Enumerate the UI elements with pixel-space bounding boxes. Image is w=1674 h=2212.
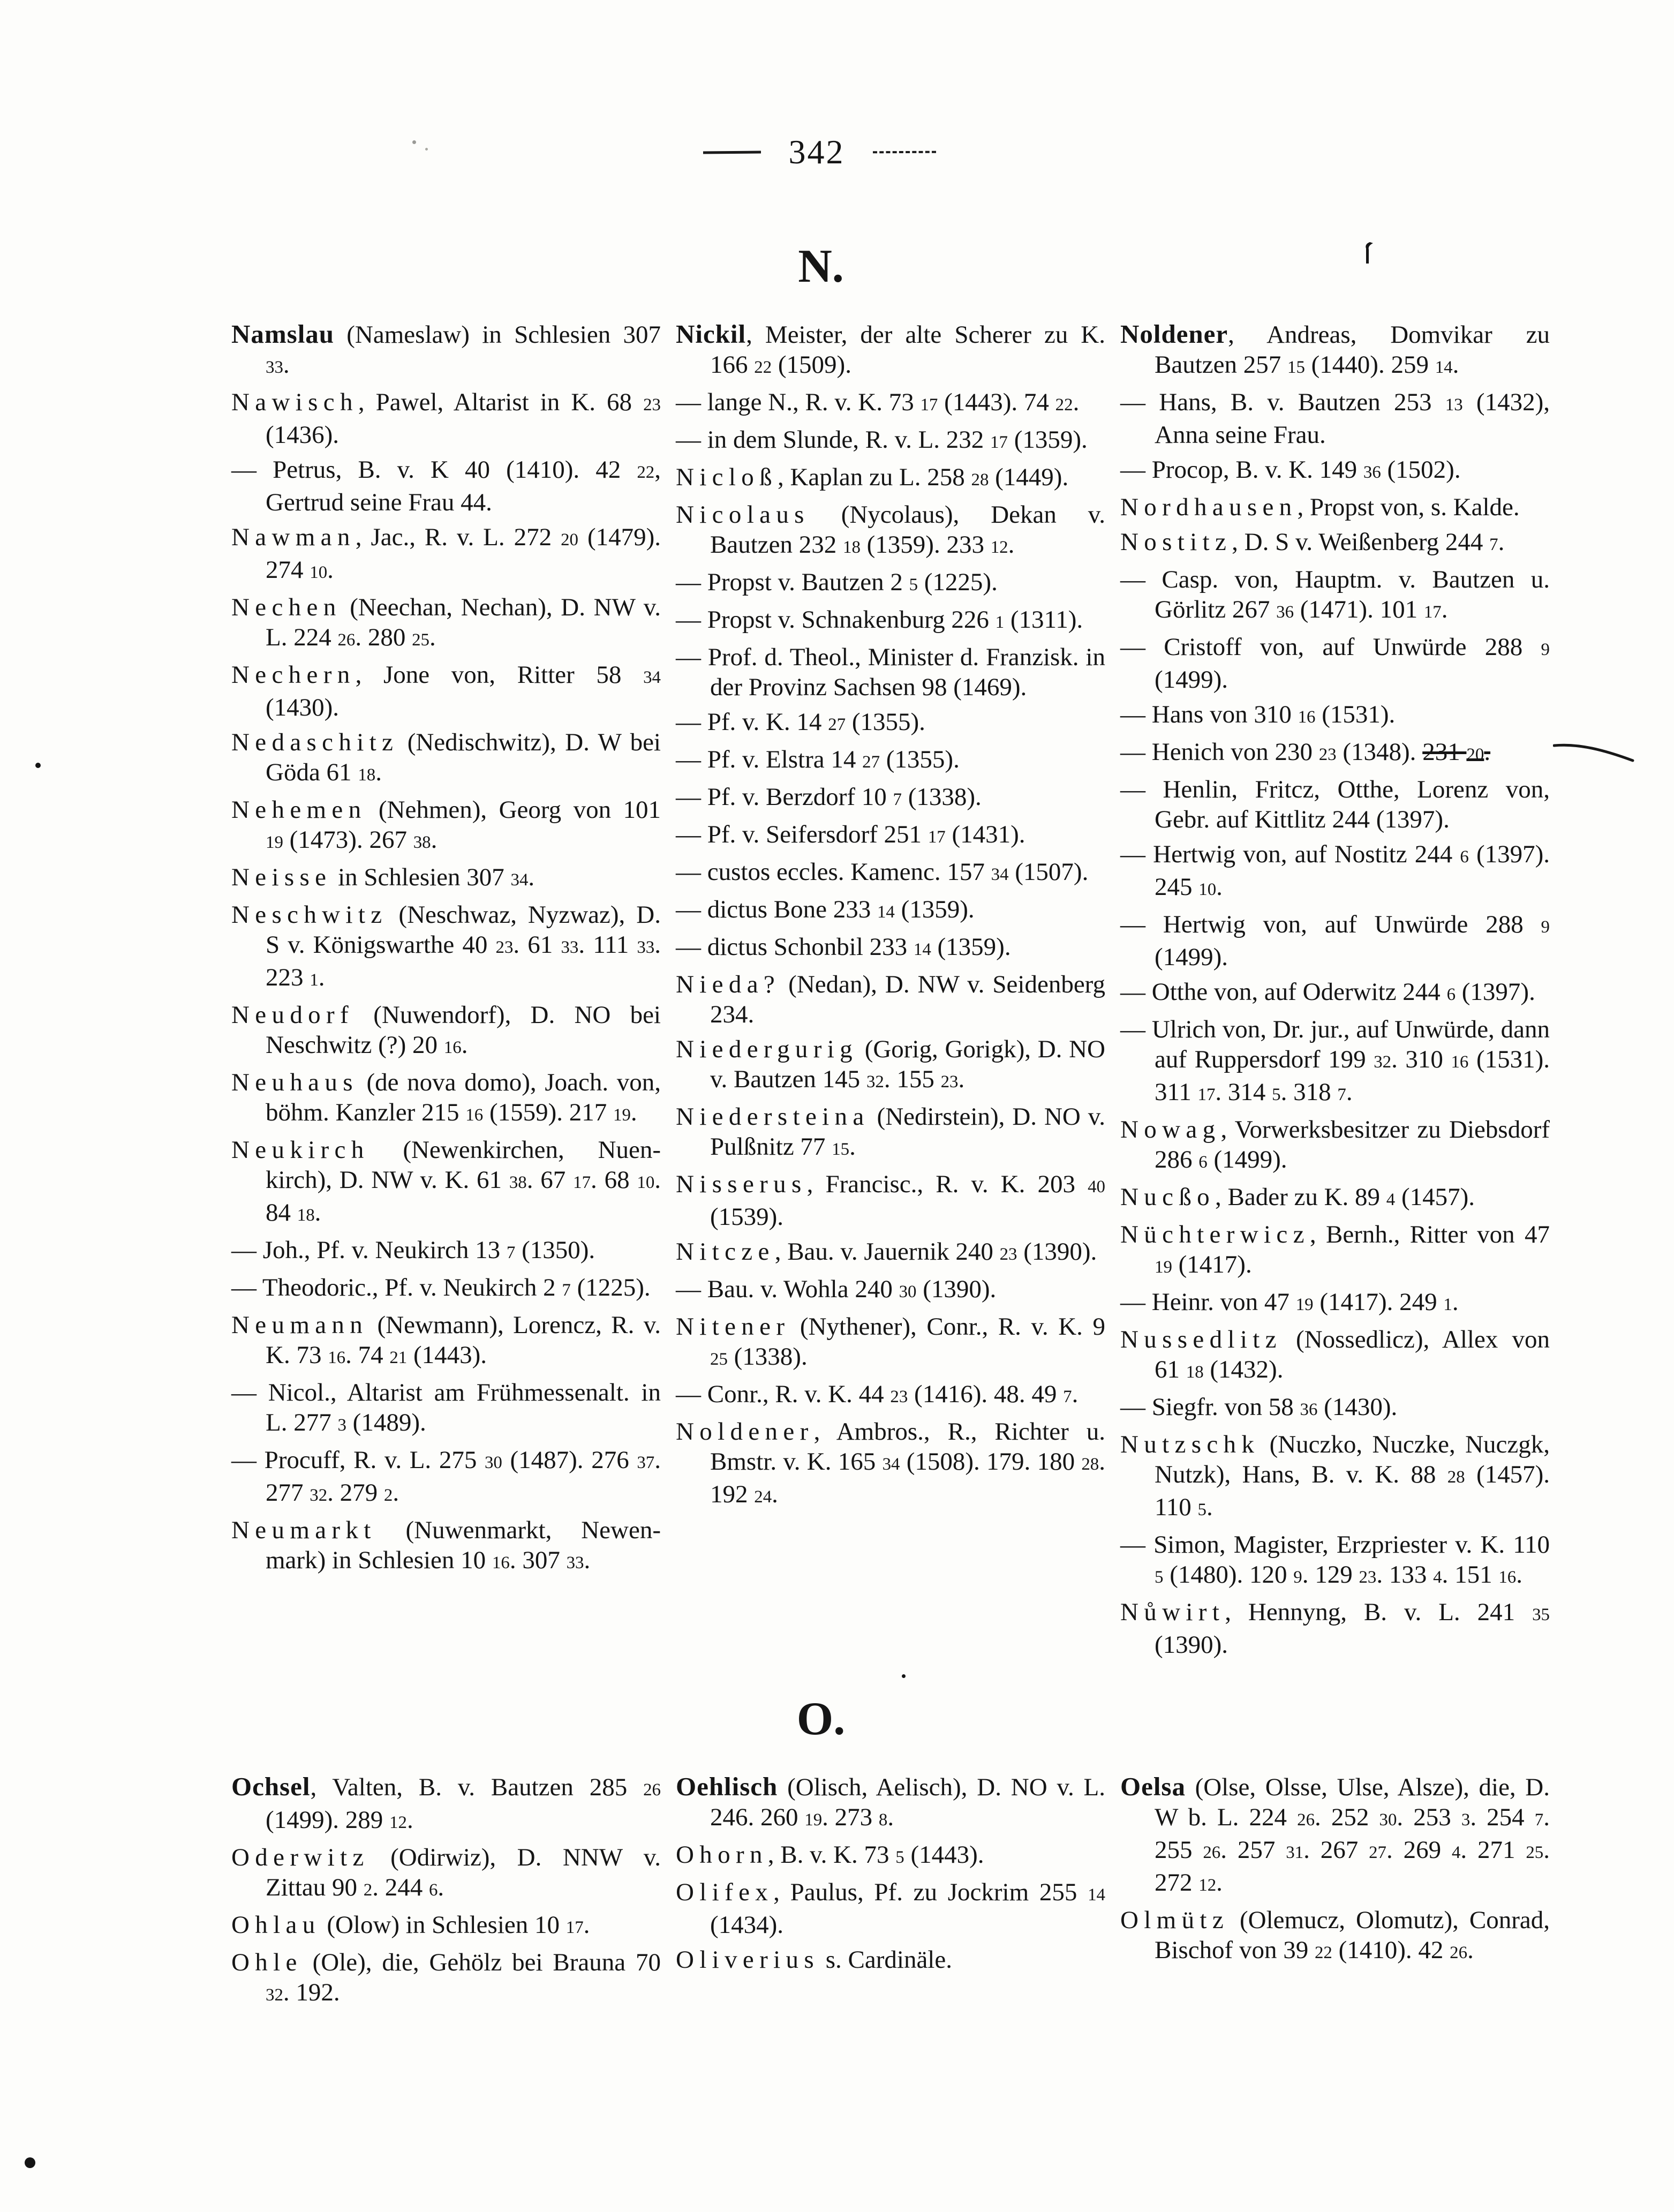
index-entry: Nostitz, D. S v. Weißenberg 244 7. [1120,528,1505,556]
index-entry: — Cristoff von, auf Unwürde 288 9 (1499). [1120,633,1550,694]
index-entry: — in dem Slunde, R. v. L. 232 17 (1359). [676,426,1088,454]
index-entry: Nicolaus (Nycolaus), Dekan v. Bautzen 232 18 (1359). 233 12. [676,501,1105,559]
index-entry: Nutzschk (Nuczko, Nuczke, Nuczgk, Nutzk), Hans, B. v. K. 88 28 (1457). 110 5. [1120,1431,1550,1521]
index-entry: Nowag, Vorwerksbesitzer zu Diebsdorf 286 6 (1499). [1120,1116,1550,1173]
entry-headword: Nechern [231,661,356,689]
struck-reference: 231 20. [1422,738,1491,766]
index-entry: — Propst v. Schnakenburg 226 1 (1311). [676,606,1083,634]
entry-headword: Nüchterwicz [1120,1221,1310,1248]
entry-headword: Nussedlitz [1120,1326,1282,1353]
ink-speck [902,1674,906,1678]
section-o [231,1694,1550,2015]
entry-headword: Nordhausen [1120,493,1298,521]
index-entry: Nüchterwicz, Bernh., Ritter von 47 19 (1417). [1120,1221,1550,1278]
index-entry: Nieda? (Nedan), D. NW v. Seidenberg 234. [676,970,1105,1028]
index-entry: — Pf. v. Berzdorf 10 7 (1338). [676,783,982,811]
entry-headword: Nisserus [676,1170,807,1198]
index-column [676,1772,1105,2015]
index-column [231,319,661,1665]
index-entry: Neumarkt (Nuwenmarkt, Newenmark) in Schlesien 10 16. 307 33. [231,1516,661,1574]
index-entry: — dictus Schonbil 233 14 (1359). [676,933,1011,961]
index-entry: — Hertwig von, auf Nostitz 244 6 (1397). 245 10. [1120,840,1550,901]
index-entry: — Pf. v. Elstra 14 27 (1355). [676,746,960,773]
index-columns [231,319,1550,1665]
index-column [1120,319,1550,1665]
entry-headword: Olmütz [1120,1906,1230,1934]
entry-headword: Neukirch [231,1136,370,1164]
index-entry: — custos eccles. Kamenc. 157 34 (1507). [676,858,1089,886]
index-entry: Noldener, Ambros., R., Richter u. Bmstr. v. K. 165 34 (1508). 179. 180 28. 192 24. [676,1418,1105,1508]
index-entry: Nawman, Jac., R. v. L. 272 20 (1479). 274 10. [231,523,661,584]
index-entry: — Pf. v. Seifersdorf 251 17 (1431). [676,821,1025,848]
index-entry: Oderwitz (Odirwiz), D. NNW v. Zittau 90 2. 244 6. [231,1844,661,1901]
index-entry: — Otthe von, auf Oderwitz 244 6 (1397). [1120,978,1535,1006]
entry-headword: Nowag [1120,1116,1221,1143]
entry-headword: Nawisch [231,388,358,416]
ink-speck [35,763,41,768]
page-number: 342 [788,133,845,171]
index-entry: — Hans von 310 16 (1531). [1120,701,1396,728]
entry-headword: Neudorf [231,1001,354,1029]
index-columns [231,1772,1550,2015]
entry-headword: Nedaschitz [231,728,399,756]
entry-headword: Niedersteina [676,1103,870,1131]
entry-headword: Nucßo [1120,1183,1216,1211]
entry-headword: Nůwirt [1120,1598,1225,1626]
index-entry: Neschwitz (Neschwaz, Nyzwaz), D. S v. Königswarthe 40 23. 61 33. 111 33. 223 1. [231,901,661,991]
strikethrough-tail [1553,743,1634,763]
index-entry: Nickil, Meister, der alte Scherer zu K. 166 22 (1509). [676,319,1105,379]
index-column [231,1772,661,2015]
index-entry: — Casp. von, Hauptm. v. Bautzen u. Görlitz 267 36 (1471). 101 17. [1120,566,1550,623]
index-entry: Neisse in Schlesien 307 34. [231,863,535,891]
index-entry: — Theodoric., Pf. v. Neukirch 2 7 (1225). [231,1274,651,1301]
entry-headword: Noldener [676,1418,814,1446]
index-entry: — Henlin, Fritcz, Otthe, Lorenz von, Gebr. auf Kittlitz 244 (1397). [1120,776,1550,833]
entry-headword: Nutzschk [1120,1431,1260,1458]
index-entry: Neudorf (Nuwendorf), D. NO bei Neschwitz (?) 20 16. [231,1001,661,1059]
index-entry: — Hans, B. v. Bautzen 253 13 (1432), Anna seine Frau. [1120,388,1550,449]
index-entry: — Propst v. Bautzen 2 5 (1225). [676,568,998,596]
entry-headword: Olifex [676,1878,774,1906]
index-entry: Olifex, Paulus, Pf. zu Jockrim 255 14 (1434). [676,1878,1105,1939]
index-entry: Neukirch (Newenkirchen, Nuenkirch), D. NW v. K. 61 38. 67 17. 68 10. 84 18. [231,1136,661,1227]
index-entry: Neuhaus (de nova domo), Joach. von, böhm. Kanzler 215 16 (1559). 217 19. [231,1069,661,1126]
entry-headword: Niedergurig [676,1035,858,1063]
section-n [231,241,1550,1665]
entry-headword: Nicolaus [676,501,810,529]
entry-headword: Ohlau [231,1911,321,1939]
entry-headword: Oelsa [1120,1772,1186,1801]
index-entry: — Pf. v. K. 14 27 (1355). [676,708,925,736]
entry-headword: Oliverius [676,1946,819,1974]
entry-headword: Nieda? [676,970,781,998]
index-entry: — Henich von 230 23 (1348). 231 20. [1120,737,1550,770]
index-entry: Nawisch, Pawel, Altarist in K. 68 23 (1436). [231,388,661,449]
index-entry: Nůwirt, Hennyng, B. v. L. 241 35 (1390). [1120,1598,1550,1659]
index-entry: Neumann (Newmann), Lorencz, R. v. K. 73 16. 74 21 (1443). [231,1311,661,1369]
index-entry: Nitcze, Bau. v. Jauernik 240 23 (1390). [676,1238,1097,1266]
index-entry: Ohorn, B. v. K. 73 5 (1443). [676,1841,984,1869]
index-entry: Olmütz (Olemucz, Olomutz), Conrad, Bischof von 39 22 (1410). 42 26. [1120,1906,1550,1964]
section-title: N. [798,240,844,292]
index-entry: Niedergurig (Gorig, Gorigk), D. NO v. Bautzen 145 32. 155 23. [676,1035,1105,1093]
entry-headword: Nawman [231,523,356,551]
index-entry: Nedaschitz (Nedischwitz), D. W bei Göda 61 18. [231,728,661,786]
entry-headword: Nechen [231,593,342,621]
header-rule-right [872,151,936,154]
entry-headword: Nickil [676,319,746,349]
entry-headword: Neumann [231,1311,368,1339]
index-entry: Ohlau (Olow) in Schlesien 10 17. [231,1911,590,1939]
entry-headword: Neschwitz [231,901,388,929]
index-entry: — Nicol., Altarist am Frühmessenalt. in L. 277 3 (1489). [231,1379,661,1436]
ink-speck [412,140,416,144]
entry-headword: Nehemen [231,796,367,824]
ink-mark [1362,240,1375,265]
index-entry: Ochsel, Valten, B. v. Bautzen 285 26 (1499). 289 12. [231,1772,661,1834]
index-entry: Nisserus, Francisc., R. v. K. 203 40 (1539). [676,1170,1105,1231]
index-entry: — Joh., Pf. v. Neukirch 13 7 (1350). [231,1236,595,1264]
index-entry: — Simon, Magister, Erzpriester v. K. 110 5 (1480). 120 9. 129 23. 133 4. 151 16. [1120,1531,1550,1589]
index-entry: Nehemen (Nehmen), Georg von 101 19 (1473). 267 38. [231,796,661,854]
entry-headword: Ohle [231,1948,303,1976]
entry-headword: Ochsel [231,1772,311,1801]
entry-headword: Nostitz [1120,528,1232,556]
section-title: O. [796,1693,846,1745]
entry-headword: Noldener [1120,319,1228,349]
header-rule-left [703,151,760,154]
index-entry: Nitener (Nythener), Conr., R. v. K. 9 25 (1338). [676,1313,1105,1371]
index-entry: — dictus Bone 233 14 (1359). [676,896,975,923]
index-entry: Nucßo, Bader zu K. 89 4 (1457). [1120,1183,1475,1211]
entry-headword: Nitcze [676,1238,775,1266]
index-entry: — Prof. d. Theol., Minister d. Franzisk. in der Provinz Sachsen 98 (1469). [676,643,1105,701]
entry-headword: Ohorn [676,1841,768,1869]
index-entry: Nechern, Jone von, Ritter 58 34 (1430). [231,661,661,721]
index-entry: — Petrus, B. v. K 40 (1410). 42 22, Gertrud seine Frau 44. [231,456,661,516]
entry-headword: Nicloß [676,463,778,491]
index-entry: — lange N., R. v. K. 73 17 (1443). 74 22. [676,388,1080,416]
index-entry: — Siegfr. von 58 36 (1430). [1120,1393,1398,1421]
index-entry: Nechen (Neechan, Nechan), D. NW v. L. 224 26. 280 25. [231,593,661,651]
ink-speck [25,2157,35,2168]
entry-headword: Namslau [231,319,334,349]
index-entry: Nussedlitz (Nossedlicz), Allex von 61 18 (1432). [1120,1326,1550,1383]
index-entry: Noldener, Andreas, Domvikar zu Bautzen 257 15 (1440). 259 14. [1120,319,1550,379]
index-entry: Oliverius s. Cardinäle. [676,1946,952,1974]
index-entry: Ohle (Ole), die, Gehölz bei Brauna 70 32. 192. [231,1948,661,2006]
index-entry: — Hertwig von, auf Unwürde 288 9 (1499). [1120,911,1550,971]
index-entry: — Conr., R. v. K. 44 23 (1416). 48. 49 7. [676,1380,1079,1408]
entry-headword: Nitener [676,1313,790,1341]
index-entry: — Bau. v. Wohla 240 30 (1390). [676,1275,997,1303]
index-entry: Nordhausen, Propst von, s. Kalde. [1120,493,1520,521]
index-entry: — Heinr. von 47 19 (1417). 249 1. [1120,1288,1459,1316]
index-entry: — Procuff, R. v. L. 275 30 (1487). 276 37. 277 32. 279 2. [231,1446,661,1507]
index-entry: — Ulrich von, Dr. jur., auf Unwürde, dann auf Ruppersdorf 199 32. 310 16 (1531). 311 17. 314 5. 318 7. [1120,1015,1550,1106]
index-entry: Namslau (Nameslaw) in Schlesien 307 33. [231,319,661,379]
entry-headword: Neisse [231,863,332,891]
entry-headword: Oehlisch [676,1772,778,1801]
index-entry: Niedersteina (Nedirstein), D. NO v. Pulßnitz 77 15. [676,1103,1105,1161]
ink-speck [425,148,428,151]
entry-headword: Neumarkt [231,1516,376,1544]
index-column [676,319,1105,1665]
index-entry: Oehlisch (Olisch, Aelisch), D. NO v. L. 246. 260 19. 273 8. [676,1772,1105,1831]
page-header [0,135,1656,169]
index-column [1120,1772,1550,2015]
entry-headword: Oderwitz [231,1844,370,1871]
entry-headword: Neuhaus [231,1069,358,1096]
index-entry: Oelsa (Olse, Olsse, Ulse, Alsze), die, D. W b. L. 224 26. 252 30. 253 3. 254 7. 255 26. 257 31. 267 27. 269 4. 271 25. 272 12. [1120,1772,1550,1897]
index-entry: Nicloß, Kaplan zu L. 258 28 (1449). [676,463,1069,491]
index-entry: — Procop, B. v. K. 149 36 (1502). [1120,456,1461,484]
